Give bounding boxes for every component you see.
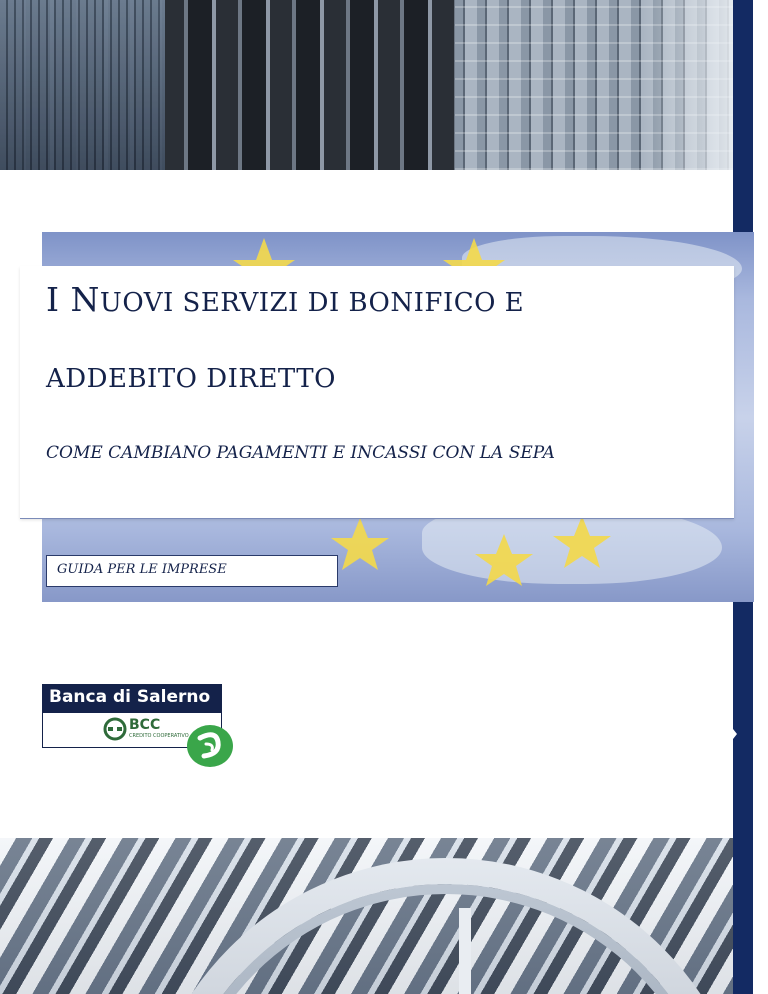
bcc-wordmark: BCC bbox=[129, 717, 161, 733]
bcc-mark-icon bbox=[103, 717, 127, 741]
green-swirl-badge-icon bbox=[186, 724, 234, 768]
title-rest: UOVI SERVIZI DI BONIFICO E bbox=[99, 288, 525, 318]
glass-facade-right bbox=[455, 0, 733, 170]
page-title bbox=[46, 280, 524, 319]
top-building-photo bbox=[0, 0, 733, 170]
stripe-notch bbox=[729, 724, 737, 744]
title-initial: I bbox=[46, 280, 60, 319]
logo-name-bar bbox=[43, 685, 221, 713]
bank-name: Banca di Salerno bbox=[49, 687, 211, 707]
page-subtitle: COME CAMBIANO PAGAMENTI E INCASSI CON LA SEPA bbox=[46, 443, 555, 463]
glass-facade-left bbox=[0, 0, 165, 170]
page-title-line2: ADDEBITO DIRETTO bbox=[46, 364, 336, 394]
bcc-tagline: CREDITO COOPERATIVO bbox=[129, 733, 189, 739]
guide-label-box bbox=[46, 555, 338, 587]
title-cap: N bbox=[70, 280, 100, 319]
bottom-arch-photo bbox=[0, 838, 733, 994]
title-divider bbox=[20, 518, 734, 519]
arch-pole bbox=[459, 908, 471, 994]
guide-label: GUIDA PER LE IMPRESE bbox=[57, 562, 227, 577]
